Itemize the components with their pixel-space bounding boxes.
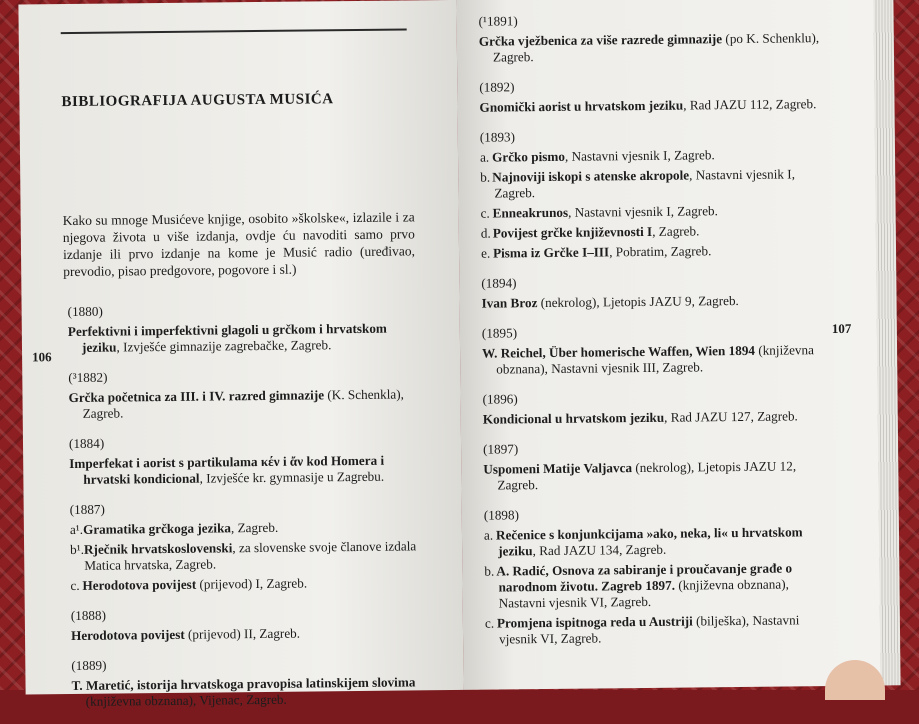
entry-details: , Nastavni vjesnik I, Zagreb. bbox=[494, 166, 796, 201]
entry-details: , Zagreb. bbox=[652, 223, 700, 239]
bibliography-entry bbox=[483, 458, 828, 494]
entry-marker: b¹. bbox=[70, 541, 85, 557]
entry-marker: c. bbox=[70, 577, 80, 593]
entry-details: , Rad JAZU 134, Zagreb. bbox=[532, 541, 667, 559]
entry-details: (prijevod) I, Zagreb. bbox=[196, 575, 308, 592]
entry-details: (K. Schenkla), Zagreb. bbox=[82, 386, 404, 421]
entry-title: Herodotova povijest bbox=[70, 626, 185, 643]
entry-details: (književna obznana), Nastavni vjesnik VI, Zagreb. bbox=[498, 576, 789, 611]
bibliography-entry bbox=[482, 342, 827, 378]
entry-title: Ivan Broz bbox=[481, 295, 538, 311]
entry-marker: c. bbox=[480, 205, 490, 221]
entry-title: Herodotova povijest bbox=[82, 576, 197, 593]
bibliography-entry bbox=[484, 524, 829, 560]
year-group bbox=[69, 432, 420, 488]
year-group bbox=[484, 504, 830, 648]
entry-year: (³1882) bbox=[68, 369, 108, 386]
entry-title: T. Maretić, istorija hrvatskoga pravopisa latinskijem slovima bbox=[71, 674, 416, 693]
entry-details: , Nastavni vjesnik I, Zagreb. bbox=[568, 203, 718, 220]
entry-title: Kondicional u hrvatskom jeziku bbox=[482, 409, 665, 427]
entry-title: Grčko pismo bbox=[491, 148, 566, 165]
year-group bbox=[481, 272, 826, 312]
entry-year: (1896) bbox=[482, 391, 518, 407]
bibliography-entry bbox=[70, 538, 420, 574]
bibliography-entry bbox=[481, 222, 826, 242]
year-group bbox=[479, 76, 824, 116]
entry-details: , Izvješće kr. gymnasije u Zagrebu. bbox=[199, 468, 385, 486]
intro-paragraph: Kako su mnoge Musićeve knjige, osobito »školske«, izlazile i za njegova života u više izdanja, ovdje ću navoditi samo prvo izdanje ili prvo izdanje na kome je Musić radio (uređivao, prevodio, pisao predgovore, pogovore i sl.) bbox=[62, 209, 416, 280]
entry-details: (nekrolog), Ljetopis JAZU 9, Zagreb. bbox=[537, 292, 739, 311]
entry-marker: b. bbox=[480, 169, 491, 185]
entry-year: (1887) bbox=[69, 501, 105, 518]
bibliography-entry bbox=[70, 518, 420, 538]
bibliography-entry bbox=[479, 96, 824, 116]
page-number-left: 106 bbox=[32, 349, 52, 365]
entry-year: (1884) bbox=[68, 435, 105, 452]
entry-marker: d. bbox=[480, 225, 491, 241]
year-group bbox=[480, 126, 826, 262]
entry-title: Gnomički aorist u hrvatskom jeziku bbox=[479, 97, 684, 115]
entry-details: (prijevod) II, Zagreb. bbox=[184, 625, 301, 642]
entry-details: , Rad JAZU 127, Zagreb. bbox=[664, 408, 798, 425]
entry-title: W. Reichel, Über homerische Waffen, Wien 1894 bbox=[482, 342, 756, 361]
entry-marker: a. bbox=[479, 149, 490, 165]
year-group bbox=[482, 388, 827, 428]
year-group bbox=[71, 654, 422, 710]
entry-year: (1893) bbox=[479, 129, 516, 145]
entry-title: Najnoviji iskopi s atenske akropole bbox=[492, 167, 690, 185]
entry-marker: a¹. bbox=[69, 521, 84, 538]
year-group bbox=[482, 322, 828, 378]
year-group bbox=[483, 438, 829, 494]
bibliography-entry bbox=[485, 612, 830, 648]
year-group bbox=[70, 498, 421, 594]
entry-year: (1889) bbox=[71, 657, 107, 673]
open-book bbox=[18, 0, 883, 709]
entry-year: (1888) bbox=[70, 607, 107, 623]
page-number-right: 107 bbox=[831, 320, 852, 337]
entry-title: Rečenice s konjunkcijama »ako, neka, li« u hrvatskom jeziku bbox=[495, 524, 803, 559]
right-page bbox=[456, 0, 883, 690]
entry-title: Enneakrunos bbox=[492, 204, 569, 221]
bibliography-entry bbox=[484, 560, 829, 612]
bibliography-entry bbox=[479, 30, 824, 66]
bibliography-entry bbox=[71, 624, 421, 644]
entry-title: Rječnik hrvatskoslovenski bbox=[83, 540, 233, 557]
entry-title: Imperfekat i aorist s partikulama κέν i ἄν kod Homera i hrvatski kondicional bbox=[69, 452, 385, 487]
year-group bbox=[479, 10, 825, 66]
bibliography-list-left bbox=[68, 300, 422, 724]
entry-title: Pisma iz Grčke I–III bbox=[492, 244, 610, 261]
entry-marker: b. bbox=[484, 563, 495, 579]
entry-details: , Zagreb. bbox=[230, 519, 279, 536]
entry-year: (¹1891) bbox=[478, 13, 518, 29]
entry-year: (1880) bbox=[67, 303, 103, 320]
entry-title: Povijest grčke književnosti I bbox=[492, 223, 653, 241]
entry-details: , Pobratim, Zagreb. bbox=[609, 243, 712, 260]
bibliography-entry bbox=[481, 202, 826, 222]
year-group bbox=[68, 366, 419, 422]
bibliography-entry bbox=[69, 452, 419, 488]
entry-details: , za slovenske svoje članove izdala Matica hrvatska, Zagreb. bbox=[84, 538, 417, 573]
bibliography-entry bbox=[70, 574, 420, 594]
bibliography-entry bbox=[68, 320, 418, 356]
entry-year: (1894) bbox=[481, 275, 517, 291]
entry-marker: e. bbox=[480, 245, 491, 261]
year-group bbox=[68, 300, 419, 356]
left-page bbox=[18, 0, 463, 709]
bibliography-entry bbox=[71, 674, 421, 710]
entry-marker: a. bbox=[483, 527, 494, 543]
entry-title: Promjena ispitnoga reda u Austriji bbox=[496, 613, 693, 631]
bibliography-entry bbox=[480, 146, 825, 166]
entry-year: (1892) bbox=[479, 79, 515, 95]
entry-details: (po K. Schenklu), Zagreb. bbox=[492, 30, 820, 65]
entry-details: , Nastavni vjesnik I, Zagreb. bbox=[564, 147, 715, 164]
entry-title: Grčka vježbenica za više razrede gimnazije bbox=[478, 31, 723, 49]
entry-marker: c. bbox=[484, 615, 495, 631]
entry-year: (1898) bbox=[483, 507, 520, 523]
bibliography-entry bbox=[68, 386, 418, 422]
header-rule bbox=[61, 28, 407, 34]
entry-year: (1897) bbox=[483, 441, 519, 457]
bibliography-entry bbox=[483, 408, 828, 428]
entry-title: Grčka početnica za III. i IV. razred gimnazije bbox=[68, 387, 325, 406]
entry-details: (književna obznana), Vijenac, Zagreb. bbox=[85, 691, 287, 709]
entry-title: A. Radić, Osnova za sabiranje i proučavanje građe o narodnom životu. Zagreb 1897. bbox=[496, 560, 793, 595]
entry-title: Perfektivni i imperfektivni glagoli u grčkom i hrvatskom jeziku bbox=[67, 320, 387, 355]
bibliography-entry bbox=[481, 292, 826, 312]
entry-year: (1895) bbox=[481, 325, 518, 341]
entry-details: (nekrolog), Ljetopis JAZU 12, Zagreb. bbox=[497, 458, 797, 493]
bibliography-entry bbox=[480, 166, 825, 202]
bibliography-entry bbox=[481, 242, 826, 262]
entry-details: , Rad JAZU 112, Zagreb. bbox=[683, 96, 817, 113]
entry-details: (književna obznana), Nastavni vjesnik III, Zagreb. bbox=[496, 342, 815, 377]
entry-details: (bilješka), Nastavni vjesnik VI, Zagreb. bbox=[499, 612, 800, 647]
entry-title: Gramatika grčkoga jezika bbox=[82, 520, 232, 537]
page-title: BIBLIOGRAFIJA AUGUSTA MUSIĆA bbox=[61, 91, 334, 111]
entry-title: Uspomeni Matije Valjavca bbox=[483, 460, 633, 477]
entry-details: , Izvješće gimnazije zagrebačke, Zagreb. bbox=[116, 337, 332, 355]
year-group bbox=[71, 604, 421, 644]
bibliography-list-right bbox=[479, 10, 831, 662]
